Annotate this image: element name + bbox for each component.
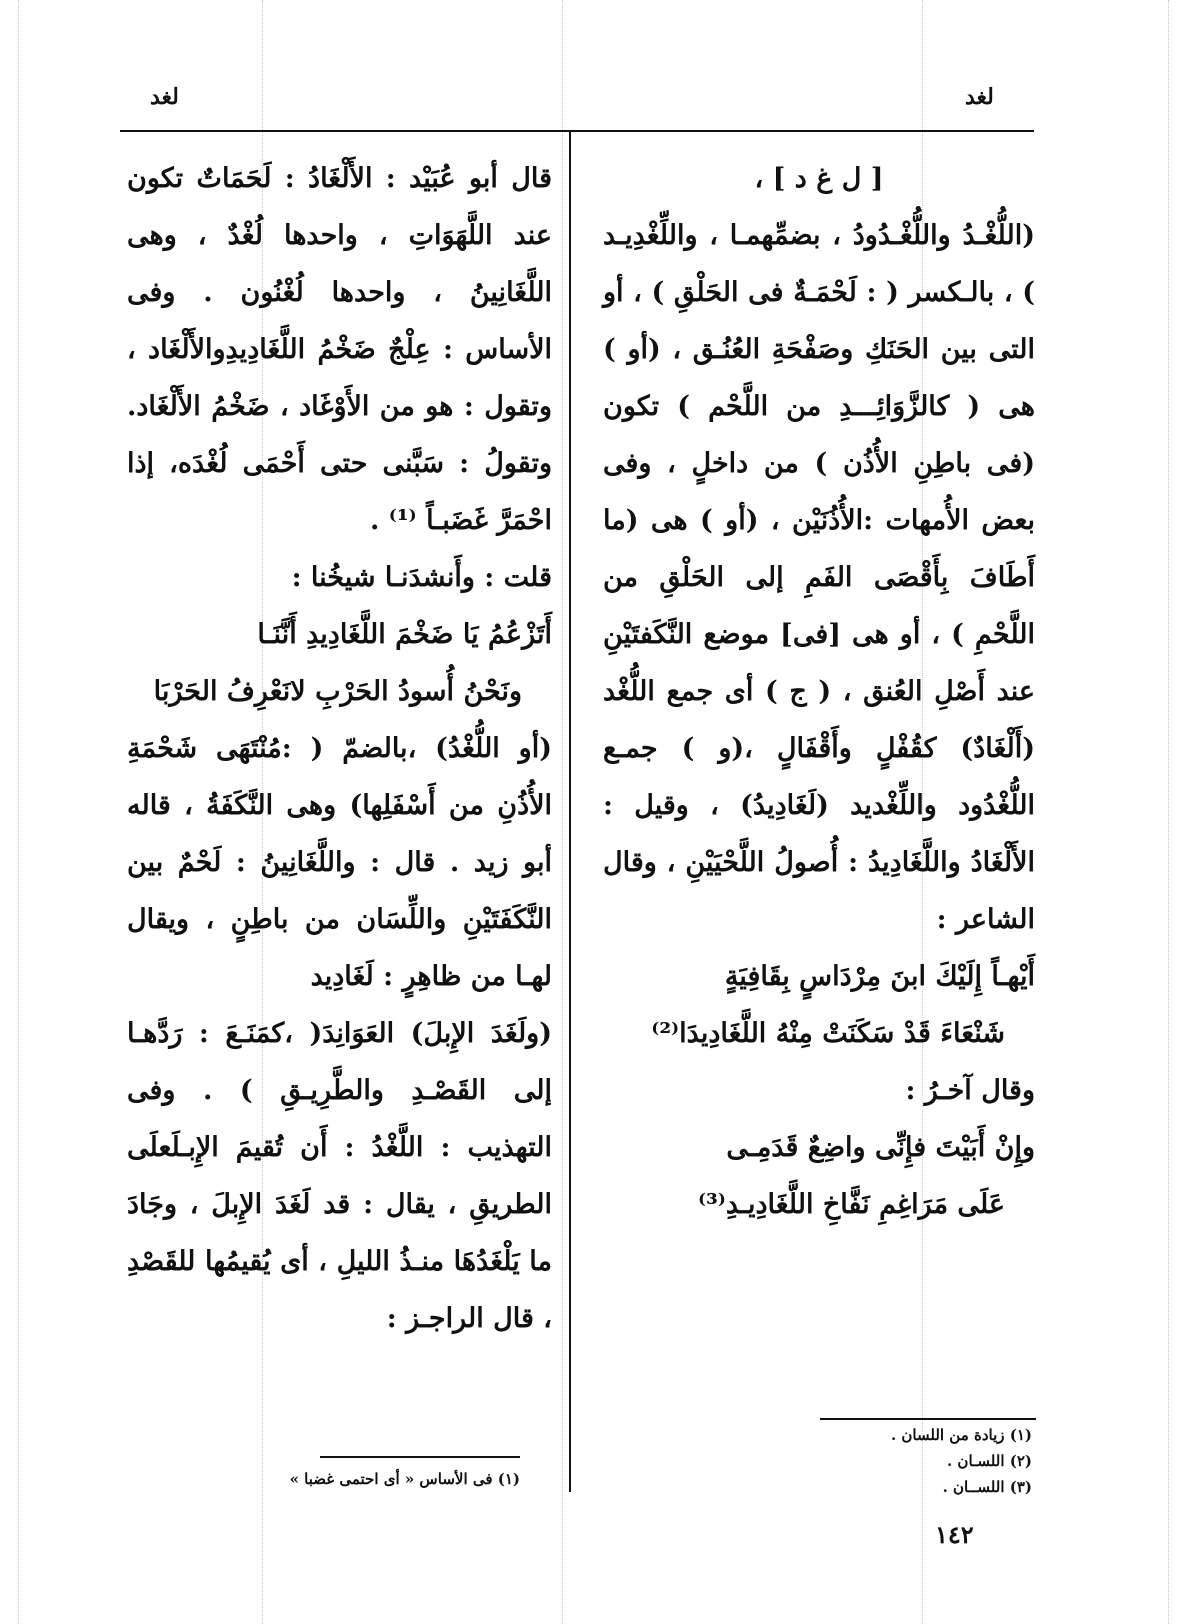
left-column: [127, 150, 552, 1347]
verse-line: شَنْعَاءَ قَدْ سَكَنَتْ مِنْهُ اللَّغَادِيدَا⁽²⁾: [651, 1018, 1005, 1049]
verse-line: أَيْهـاً إِلَيْكَ ابنَ مِرْدَاسٍ بِقَافِيَةٍ: [724, 961, 1035, 992]
paragraph: (ولَغَدَ الإِبلَ) العَوَانِدَ( ،كمَنَـعَ : رَدَّهـا إلى القَصْـدِ والطَّرِيـقِ ) . وفى التهذيب : اللَّغْدُ : أَن تُقيمَ الإِبـلَعلَى الطريقِ ، يقال : قد لَغَدَ الإِبلَ ، وجَادَ ما يَلْغَدُهَا منـذُ الليلِ ، أى يُقيمُها للقَصْدِ ، قال الراجـز :: [127, 1018, 552, 1334]
footnote: (٢) اللسـان .: [946, 1452, 1032, 1470]
header-rule: [120, 130, 1034, 132]
verse-line: أَتَزْعُمُ يَا ضَخْمَ اللَّغَادِيدِ أَنَّنَـا: [257, 619, 552, 650]
verse-line: ونَحْنُ أُسودُ الحَرْبِ لانَعْرِفُ الحَرْبَا: [153, 676, 522, 707]
scan-guide-line: [18, 0, 19, 1624]
running-header-left: لغد: [150, 84, 179, 110]
verse-line: وإِنْ أَبَيْتَ فإِنِّى واضِعٌ قَدَمِـى: [726, 1132, 1035, 1163]
paragraph: قال أبو عُبَيْد : الأَلْغَادُ : لَحَمَاتٌ تكون عند اللَّهَوَاتِ ، واحدها لُغْدٌ ، وهى اللَّغَانِينُ ، واحدها لُغْنُون . وفى الأساس : عِلْجٌ ضَخْمُ اللَّغَادِيدِوالأَلْغَاد ، وتقول : هو من الأَوْغَاد ، ضَخْمُ الأَلْغَاد. وتقولُ : سَبَّنى حتى أَحْمَى لُغْدَه، إذا احْمَرَّ غَضَبـاً ⁽¹⁾ .: [127, 163, 552, 536]
footnote: (١) زيادة من اللسان .: [890, 1426, 1032, 1444]
footnote-rule-left: [320, 1456, 520, 1458]
footnote-left: (١) فى الأساس « أى احتمى غضبا »: [289, 1470, 520, 1488]
verse-line: عَلَى مَرَاغِمِ نَفَّاخِ اللَّغَادِيـدِ⁽³⁾: [698, 1189, 1005, 1220]
paragraph: (أو اللُّغْدُ) ،بالضمّ ( :مُنْتَهَى شَحْمَةِ الأُذُنِ من أَسْفَلِها) وهى النَّكَفَةُ ، قاله أبو زيد . قال : واللَّغَانِينُ : لَحْمٌ بين النَّكَفَتَيْنِ واللِّسَان من باطِنٍ ، ويقال لهـا من ظاهِرٍ : لَغَادِيد: [127, 733, 552, 992]
footnotes-right: [800, 1422, 1032, 1500]
footnote: (٣) اللســان .: [942, 1478, 1032, 1496]
scan-guide-line: [562, 0, 563, 1624]
paragraph: وقال آخـرُ :: [905, 1075, 1035, 1106]
entry-heading: [ ل غ د ] ،: [754, 163, 884, 194]
right-column: [603, 150, 1035, 1233]
page-number: ١٤٢: [935, 1520, 974, 1549]
column-divider: [569, 132, 571, 1492]
paragraph: قلت : وأَنشدَنـا شيخُنا :: [291, 562, 552, 593]
running-header-right: لغد: [965, 84, 994, 110]
scan-guide-line: [1168, 0, 1169, 1624]
footnote-rule-right: [820, 1418, 1036, 1420]
paragraph: (اللُّغْـدُ واللُّغْـدُودُ ، بضمِّهمـا ، واللِّغْدِيـد ) ، بالـكسر ( : لَحْمَـةٌ فى الحَلْقِ ) ، أو التى بين الحَنَكِ وصَفْحَةِ العُنُـق ، (أو ) هى ( كالزَّوَائِـــدِ من اللَّحْم ) تكون (فى باطِنِ الأُذُن ) من داخلٍ ، وفى بعض الأُمهات :الأُذُنَيْن ، (أو ) هى (ما أَطَافَ بِأَقْصَى الفَمِ إلى الحَلْقِ من اللَّحْمِ ) ، أو هى [فى] موضع النَّكَفتَيْنِ عند أَصْلِ العُنق ، ( ج ) أى جمع اللُّغْد (أَلْغَادٌ) كقُفْلٍ وأَقْفَالٍ ،(و ) جمـع اللُّغْدُود واللِّغْديد (لَغَادِيدُ) ، وقيل : الأَلْغَادُ واللَّغَادِيدُ : أُصولُ اللَّحْيَيْنِ ، وقال الشاعر :: [603, 220, 1035, 935]
